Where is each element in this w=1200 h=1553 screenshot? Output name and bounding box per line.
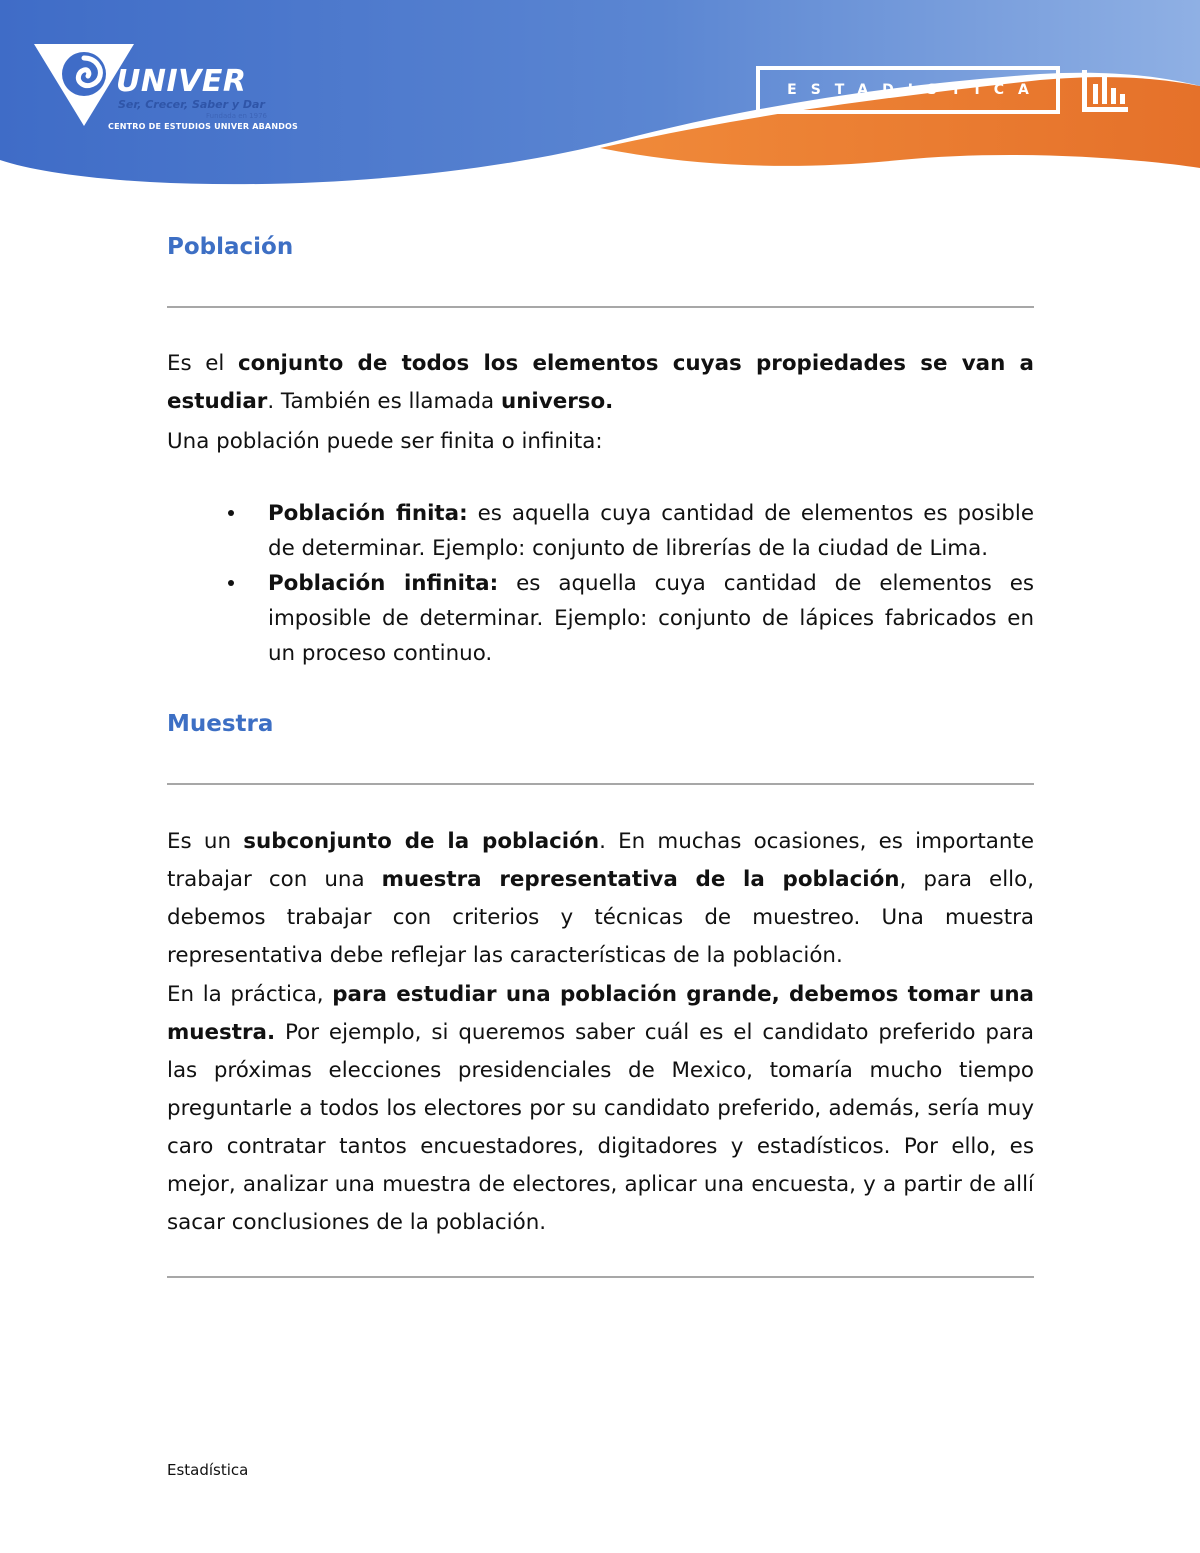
item-text: es aquella cuya cantidad de elementos es imposible de determinar. Ejemplo: conjunto de lápices fabricados en un proceso continuo. — [268, 571, 1034, 666]
text-run: Es un — [167, 829, 244, 854]
bold-run: universo. — [500, 389, 614, 414]
list-item — [222, 566, 1034, 671]
divider — [167, 783, 1034, 785]
text-run: Es el — [167, 351, 238, 376]
brand-center: CENTRO DE ESTUDIOS UNIVER ABANDOS — [108, 122, 299, 131]
brand-name: UNIVER — [116, 64, 247, 99]
section-title-muestra: Muestra — [167, 711, 274, 737]
divider — [167, 1276, 1034, 1278]
text-run: Por ejemplo, si queremos saber cuál es el candidato preferido para las próximas elecciones presidenciales de Mexico, tomaría mucho tiempo preguntarle a todos los electores por su candidato preferido, además, sería muy caro contratar tantos encuestadores, digitadores y estadísticos. Por ello, es mejor, analizar una muestra de electores, aplicar una encuesta, y a partir de allí sacar conclusiones de la población. — [167, 1020, 1034, 1235]
univer-logo — [30, 40, 300, 150]
item-label: Población finita: — [268, 501, 468, 526]
bullet-icon — [228, 580, 234, 586]
muestra-definition — [167, 823, 1034, 975]
muestra-example — [167, 976, 1034, 1242]
poblacion-intro: Una población puede ser finita o infinita: — [167, 429, 603, 454]
bold-run: muestra representativa de la población — [381, 867, 900, 892]
subject-badge — [756, 66, 1060, 114]
brand-founded: Fundada en 1976 — [206, 112, 267, 120]
page-footer: Estadística — [167, 1461, 249, 1479]
text-run: En la práctica, — [167, 982, 333, 1007]
poblacion-definition — [167, 345, 1034, 421]
bold-run: subconjunto de la población — [243, 829, 600, 854]
item-label: Población infinita: — [268, 571, 499, 596]
text-run: . En muchas ocasiones, es importante trabajar con una — [167, 829, 1034, 892]
divider — [167, 306, 1034, 308]
text-run: , para ello, debemos trabajar con criterios y técnicas de muestreo. Una muestra representativa debe reflejar las características de la población. — [167, 867, 1034, 968]
section-title-poblacion: Población — [167, 234, 294, 260]
subject-label: ESTADISTICA — [787, 82, 1043, 98]
item-text: es aquella cuya cantidad de elementos es posible de determinar. Ejemplo: conjunto de librerías de la ciudad de Lima. — [268, 501, 1034, 561]
list-item — [222, 496, 1034, 566]
text-run: . También es llamada — [267, 389, 501, 414]
bar-chart-icon — [1078, 66, 1132, 118]
page-header — [0, 0, 1200, 200]
poblacion-types-list — [222, 496, 1034, 671]
bold-run: conjunto de todos los elementos cuyas propiedades se van a estudiar — [167, 351, 1034, 414]
bold-run: para estudiar una población grande, debemos tomar una muestra. — [167, 982, 1034, 1045]
brand-slogan: Ser, Crecer, Saber y Dar — [118, 98, 265, 111]
bullet-icon — [228, 510, 234, 516]
